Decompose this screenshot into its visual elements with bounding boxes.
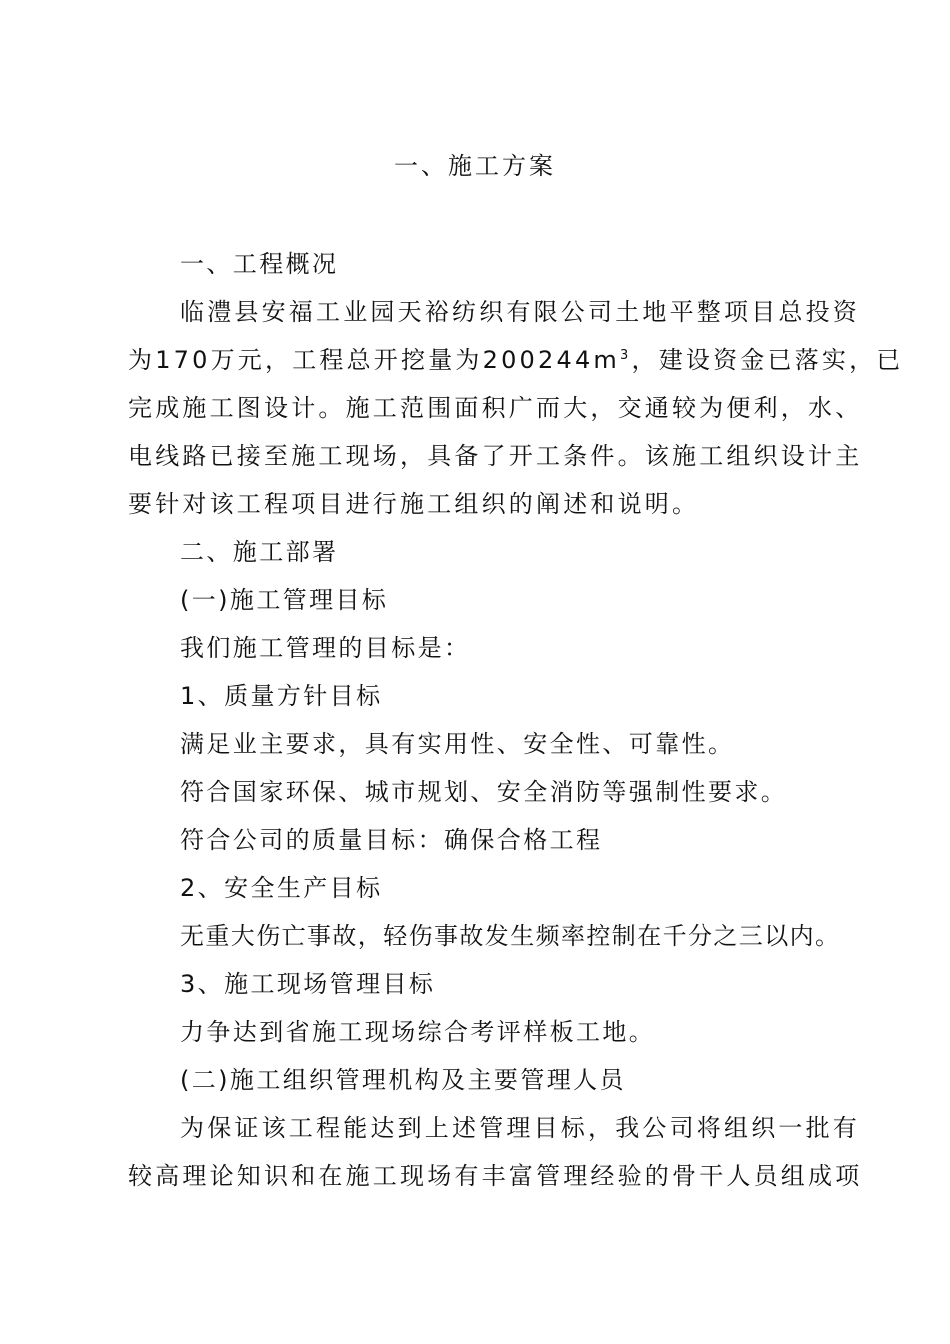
overview-line-2 [128,340,904,380]
goal-1-line-1: 满足业主要求，具有实用性、安全性、可靠性。 [180,730,735,758]
overview-line-2-tail: ，建设资金已落实，已 [631,346,904,374]
document-title: 一、施工方案 [394,152,556,180]
overview-line-4: 电线路已接至施工现场，具备了开工条件。该施工组织设计主 [128,442,863,470]
overview-line-1: 临澧县安福工业园天裕纺织有限公司土地平整项目总投资 [180,298,860,326]
goal-3-line: 力争达到省施工现场综合考评样板工地。 [180,1018,656,1046]
organization-line-1: 为保证该工程能达到上述管理目标，我公司将组织一批有 [180,1114,860,1142]
section-heading-deployment: 二、施工部署 [180,538,339,566]
goal-1-line-2: 符合国家环保、城市规划、安全消防等强制性要求。 [180,778,788,806]
overview-line-2-text: 为170万元，工程总开挖量为200244m [128,346,621,374]
goal-1-line-3: 符合公司的质量目标：确保合格工程 [180,826,603,854]
goal-1-heading: 1、质量方针目标 [180,682,383,710]
superscript-3: 3 [620,348,632,363]
organization-line-2: 较高理论知识和在施工现场有丰富管理经验的骨干人员组成项 [128,1162,863,1190]
overview-line-3: 完成施工图设计。施工范围面积广而大，交通较为便利，水、 [128,394,863,422]
goal-3-heading: 3、施工现场管理目标 [180,970,436,998]
section-heading-overview: 一、工程概况 [180,250,339,278]
goals-intro: 我们施工管理的目标是： [180,634,471,662]
goal-2-heading: 2、安全生产目标 [180,874,383,902]
subheading-management-goals: (一)施工管理目标 [180,586,389,614]
overview-line-5: 要针对该工程项目进行施工组织的阐述和说明。 [128,490,700,518]
goal-2-line: 无重大伤亡事故，轻伤事故发生频率控制在千分之三以内。 [180,922,841,950]
subheading-organization: (二)施工组织管理机构及主要管理人员 [180,1066,626,1094]
